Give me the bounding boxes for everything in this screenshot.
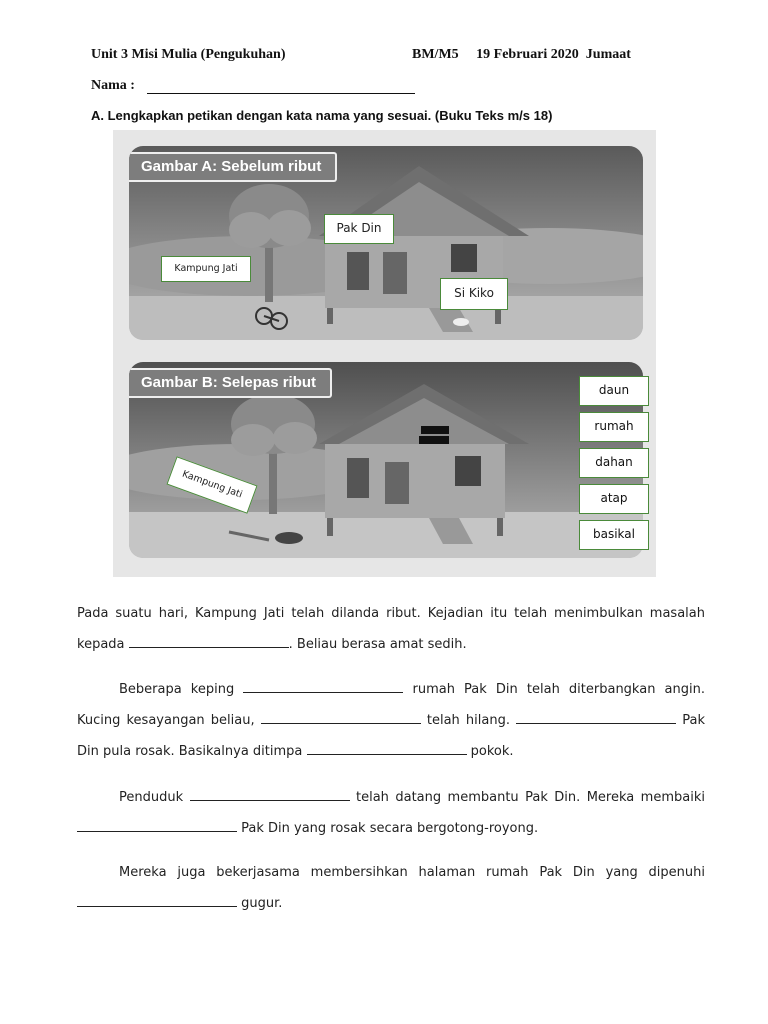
answer-blank[interactable] bbox=[129, 635, 289, 648]
passage-text: Pak Din pula rosak. Basikalnya ditimpa bbox=[77, 713, 705, 759]
unit-title: Unit 3 Misi Mulia (Pengukuhan) bbox=[91, 47, 286, 62]
word-bank-basikal: basikal bbox=[579, 520, 649, 550]
passage-text: Pada suatu hari, Kampung Jati telah dilanda ribut. Kejadian itu telah menimbulkan masalah kepada bbox=[77, 606, 705, 652]
passage-text: pokok. bbox=[470, 744, 514, 759]
passage-text: . Beliau berasa amat sedih. bbox=[288, 637, 467, 652]
label-si-kiko: Si Kiko bbox=[440, 278, 508, 310]
answer-blank[interactable] bbox=[77, 894, 237, 907]
answer-blank[interactable] bbox=[307, 742, 467, 755]
label-kampung-jati-b: Kampung Jati bbox=[166, 456, 257, 514]
illustration bbox=[113, 130, 656, 577]
passage-text: telah datang membantu Pak Din. Mereka membaiki bbox=[356, 790, 705, 805]
passage-text: Mereka juga bekerjasama membersihkan halaman rumah Pak Din yang dipenuhi bbox=[119, 865, 705, 880]
name-row bbox=[91, 78, 415, 94]
passage-paragraph-1 bbox=[77, 598, 705, 660]
class-date: BM/M5 19 Februari 2020 Jumaat bbox=[412, 47, 631, 62]
passage-paragraph-4 bbox=[77, 857, 705, 919]
answer-blank[interactable] bbox=[516, 711, 676, 724]
word-bank-atap: atap bbox=[579, 484, 649, 514]
word-bank-rumah: rumah bbox=[579, 412, 649, 442]
panel-a-title: Gambar A: Sebelum ribut bbox=[129, 152, 337, 182]
passage-text: Pak Din yang rosak secara bergotong-royong. bbox=[241, 821, 539, 836]
passage-paragraph-3 bbox=[77, 782, 705, 844]
passage-text: gugur. bbox=[241, 896, 283, 911]
answer-blank[interactable] bbox=[190, 788, 350, 801]
name-label: Nama : bbox=[91, 78, 135, 93]
answer-blank[interactable] bbox=[77, 819, 237, 832]
passage-paragraph-2 bbox=[77, 674, 705, 767]
instruction: A. Lengkapkan petikan dengan kata nama yang sesuai. (Buku Teks m/s 18) bbox=[91, 108, 553, 123]
label-kampung-jati-a: Kampung Jati bbox=[161, 256, 251, 282]
word-bank-daun: daun bbox=[579, 376, 649, 406]
label-pak-din: Pak Din bbox=[324, 214, 394, 244]
name-blank[interactable] bbox=[147, 81, 415, 94]
passage-text: Penduduk bbox=[119, 790, 184, 805]
panel-after-storm bbox=[129, 362, 643, 558]
word-bank-dahan: dahan bbox=[579, 448, 649, 478]
passage-text: telah hilang. bbox=[426, 713, 510, 728]
panel-before-storm bbox=[129, 146, 643, 340]
passage-text: Beberapa keping bbox=[119, 682, 235, 697]
answer-blank[interactable] bbox=[243, 680, 403, 693]
panel-b-title: Gambar B: Selepas ribut bbox=[129, 368, 332, 398]
answer-blank[interactable] bbox=[261, 711, 421, 724]
passage-text: rumah Pak Din telah diterbangkan angin. Kucing kesayangan beliau, bbox=[77, 682, 705, 728]
